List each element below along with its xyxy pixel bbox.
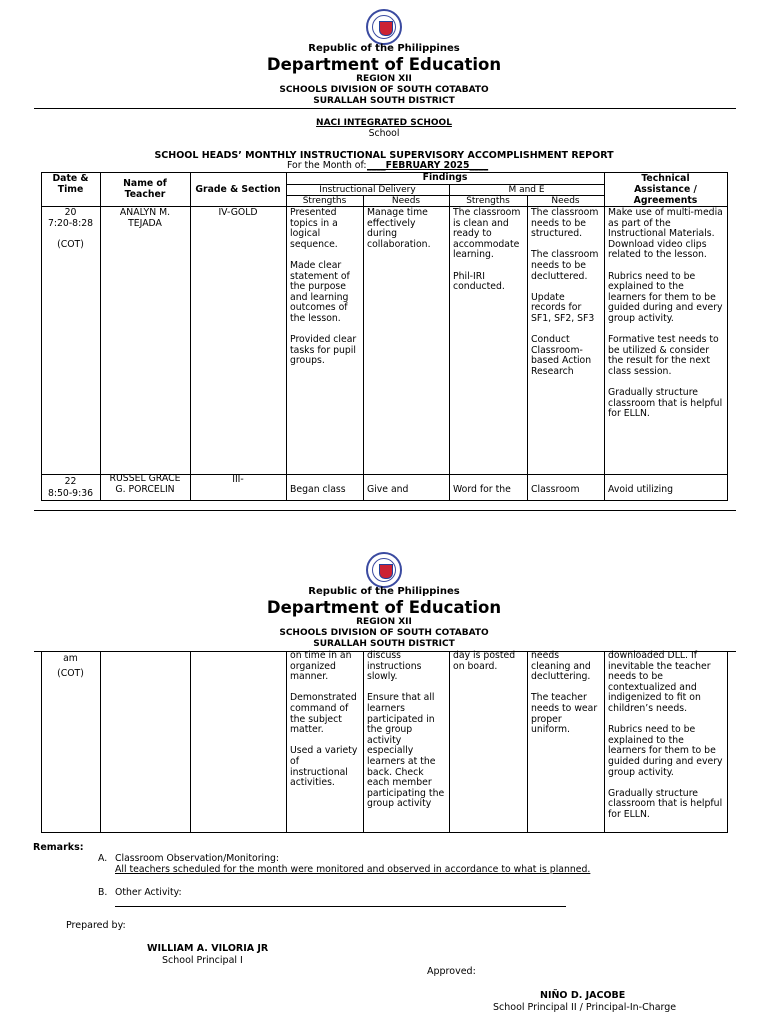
division-label-page2: SCHOOLS DIVISION OF SOUTH COTABATO <box>279 628 489 638</box>
header-m-and-e: M and E <box>508 185 545 195</box>
report-title: SCHOOL HEADS’ MONTHLY INSTRUCTIONAL SUPERVISORY ACCOMPLISHMENT REPORT <box>154 150 614 161</box>
header-id-strengths: Strengths <box>302 196 347 206</box>
row1-id-strengths: Presented topics in a logical sequence. Made clear statement of the purpose and learning outcomes of the lesson. Provided clear tasks for pupil groups. <box>290 207 357 367</box>
remarks-label: Remarks: <box>33 842 84 853</box>
republic-label: Republic of the Philippines <box>308 43 460 54</box>
row2-id-strengths-bottom: on time in an organized manner. Demonstrated command of the subject matter. Used a variety of instructional activities. <box>290 650 358 789</box>
other-activity-line <box>115 906 566 907</box>
row1-me-strengths: The classroom is clean and ready to accommodate learning. Phil-IRI conducted. <box>453 207 521 293</box>
row1-grade: IV-GOLD <box>218 207 258 218</box>
header-me-strengths: Strengths <box>466 196 510 206</box>
header-instructional-delivery: Instructional Delivery <box>319 185 416 195</box>
row1-teacher: ANALYN M. TEJADA <box>119 207 171 229</box>
month-value: ____FEBRUARY 2025____ <box>367 160 489 171</box>
approved-name: NIÑO D. JACOBE <box>540 990 626 1001</box>
region-label-page2: REGION XII <box>356 617 412 627</box>
school-name: NACI INTEGRATED SCHOOL <box>316 118 452 128</box>
page-divider <box>34 510 736 511</box>
approved-title: School Principal II / Principal-In-Charge <box>493 1002 677 1013</box>
deped-seal-icon-page2 <box>366 552 402 588</box>
row2-me-needs-bottom: needs cleaning and decluttering. The teacher needs to wear proper uniform. <box>531 650 598 736</box>
header-divider <box>34 108 736 109</box>
row2-me-strengths-bottom: day is posted on board. <box>453 650 516 672</box>
row2-grade: III- <box>232 474 244 485</box>
department-title: Department of Education <box>266 55 502 74</box>
remarks-b-title: Other Activity: <box>115 887 182 898</box>
division-label: SCHOOLS DIVISION OF SOUTH COTABATO <box>279 85 489 95</box>
prepared-by-name: WILLIAM A. VILORIA JR <box>147 943 269 954</box>
remarks-a-text: All teachers scheduled for the month were monitored and observed in accordance to what is planned. <box>115 864 591 875</box>
row2-id-needs-bottom: discuss instructions slowly. Ensure that all learners participated in the group activity especially learners at the back. Check each member participating the group activity <box>367 650 445 810</box>
republic-label-page2: Republic of the Philippines <box>308 586 460 597</box>
header-technical-assistance: Technical Assistance / Agreements <box>633 173 698 206</box>
remarks-a-label: A. <box>98 853 108 864</box>
row1-me-needs: The classroom needs to be structured. The classroom needs to be decluttered. Update records for SF1, SF2, SF3 Conduct Classroom- based Action Research <box>531 207 599 377</box>
row2-me-needs-top: Classroom <box>531 484 580 495</box>
row2-date: 22 8:50-9:36 <box>47 476 94 499</box>
district-label: SURALLAH SOUTH DISTRICT <box>313 96 455 106</box>
row1-date: 20 7:20-8:28 (COT) <box>47 207 94 250</box>
row2-teacher: RUSSEL GRACE G. PORCELIN <box>109 473 181 495</box>
header-date: Date & Time <box>52 173 89 195</box>
header-me-needs: Needs <box>551 196 580 206</box>
district-label-page2: SURALLAH SOUTH DISTRICT <box>313 639 455 649</box>
row2-me-strengths-top: Word for the <box>453 484 511 495</box>
header-id-needs: Needs <box>391 196 421 206</box>
region-label: REGION XII <box>356 74 412 84</box>
department-title-page2: Department of Education <box>266 598 502 617</box>
row2-id-strengths-top: Began class <box>290 484 346 495</box>
prepared-by-title: School Principal I <box>162 955 243 966</box>
remarks-a-title: Classroom Observation/Monitoring: <box>115 853 280 864</box>
header-teacher: Name of Teacher <box>123 178 167 200</box>
row2-date-bottom: am (COT) <box>57 653 84 679</box>
deped-seal-icon <box>366 9 402 45</box>
remarks-b-label: B. <box>98 887 108 898</box>
header-findings: Findings <box>422 172 468 183</box>
row1-technical: Make use of multi-media as part of the Instructional Materials. Download video clips related to the lesson. Rubrics need to be explained to the learners for them to be guided during and every group activity. Formative test needs to be utilized & consider the result for the next class session. Gradually structure classroom that is helpful for ELLN. <box>608 207 723 420</box>
prepared-by-label: Prepared by: <box>66 920 126 931</box>
row1-id-needs: Manage time effectively during collaboration. <box>367 207 431 250</box>
row2-id-needs-top: Give and <box>367 484 409 495</box>
month-label: For the Month of: <box>287 160 367 171</box>
approved-label: Approved: <box>427 966 476 977</box>
school-label: School <box>368 128 400 139</box>
header-grade: Grade & Section <box>195 184 281 195</box>
row2-technical-top: Avoid utilizing <box>608 484 673 495</box>
row2-technical-bottom: downloaded DLL. If inevitable the teacher needs to be contextualized and indigenized to fit on children’s needs. Rubrics need to be explained to the learners for them to be guided during and every group activity. Gradually structure classroom that is helpful for ELLN. <box>608 650 723 820</box>
